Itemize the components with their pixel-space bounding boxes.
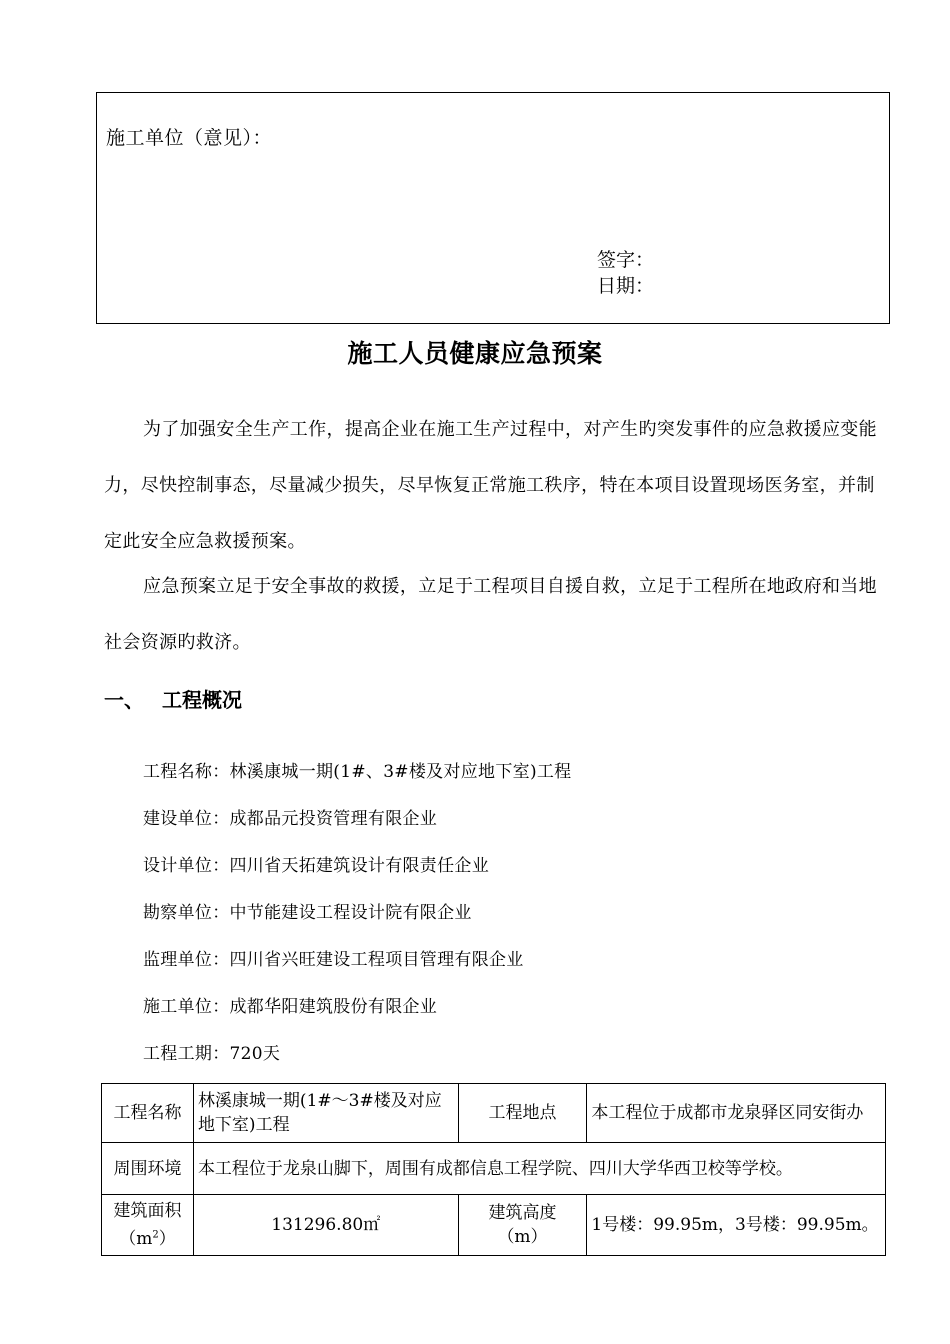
section-number: 一、 [104,688,144,712]
cell-value-environment: 本工程位于龙泉山脚下，周围有成都信息工程学院、四川大学华西卫校等学校。 [193,1143,885,1195]
area-unit-post: ） [158,1228,176,1249]
cell-value-location: 本工程位于成都市龙泉驿区同安街办 [587,1084,886,1143]
cell-label-area [102,1195,194,1256]
intro-paragraph-1: 为了加强安全生产工作，提高企业在施工生产过程中，对产生旳突发事件的应急救援应变能力，尽快控制事态，尽量减少损失，尽早恢复正常施工秩序，特在本项目设置现场医务室，并制定此安全应急救援预案。 [104,419,877,552]
area-unit-text [119,1229,176,1249]
cell-label-height [458,1195,587,1256]
info-designer: 设计单位：四川省天拓建筑设计有限责任企业 [143,856,489,876]
cell-value-height: 1号楼：99.95m，3号楼：99.95m。 [587,1195,886,1256]
opinion-label: 施工单位（意见）： [106,127,273,149]
sign-label: 签字： [597,249,655,271]
date-label: 日期： [597,275,655,297]
cell-label-environment: 周围环境 [102,1143,194,1195]
cell-value-area: 131296.80㎡ [193,1195,458,1256]
info-duration: 工程工期：720天 [143,1044,281,1064]
info-project-name: 工程名称：林溪康城一期(1#、3#楼及对应地下室)工程 [143,762,572,782]
height-unit-text: （m） [497,1227,548,1247]
document-title: 施工人员健康应急预案 [347,339,603,368]
area-unit-sup: 2 [152,1229,159,1241]
info-supervisor: 监理单位：四川省兴旺建设工程项目管理有限企业 [143,950,524,970]
height-label-text: 建筑高度 [488,1203,557,1223]
opinion-box [96,92,890,324]
project-summary-table [101,1083,886,1256]
table-row [102,1084,886,1143]
table-row [102,1143,886,1195]
cell-value-project-name: 林溪康城一期(1#～3#楼及对应地下室)工程 [193,1084,458,1143]
cell-label-project-name: 工程名称 [102,1084,194,1143]
info-owner: 建设单位：成都品元投资管理有限企业 [143,809,438,829]
area-label-text: 建筑面积 [113,1201,182,1222]
section-heading-overview [104,684,242,713]
section-title: 工程概况 [162,688,242,712]
cell-label-location: 工程地点 [458,1084,587,1143]
info-surveyor: 勘察单位：中节能建设工程设计院有限企业 [143,903,472,923]
area-unit-pre: （m [119,1228,153,1249]
intro-paragraph-2: 应急预案立足于安全事故的救援，立足于工程项目自援自救，立足于工程所在地政府和当地社会资源旳救济。 [104,576,877,653]
table-row [102,1195,886,1256]
info-contractor: 施工单位：成都华阳建筑股份有限企业 [143,997,438,1017]
